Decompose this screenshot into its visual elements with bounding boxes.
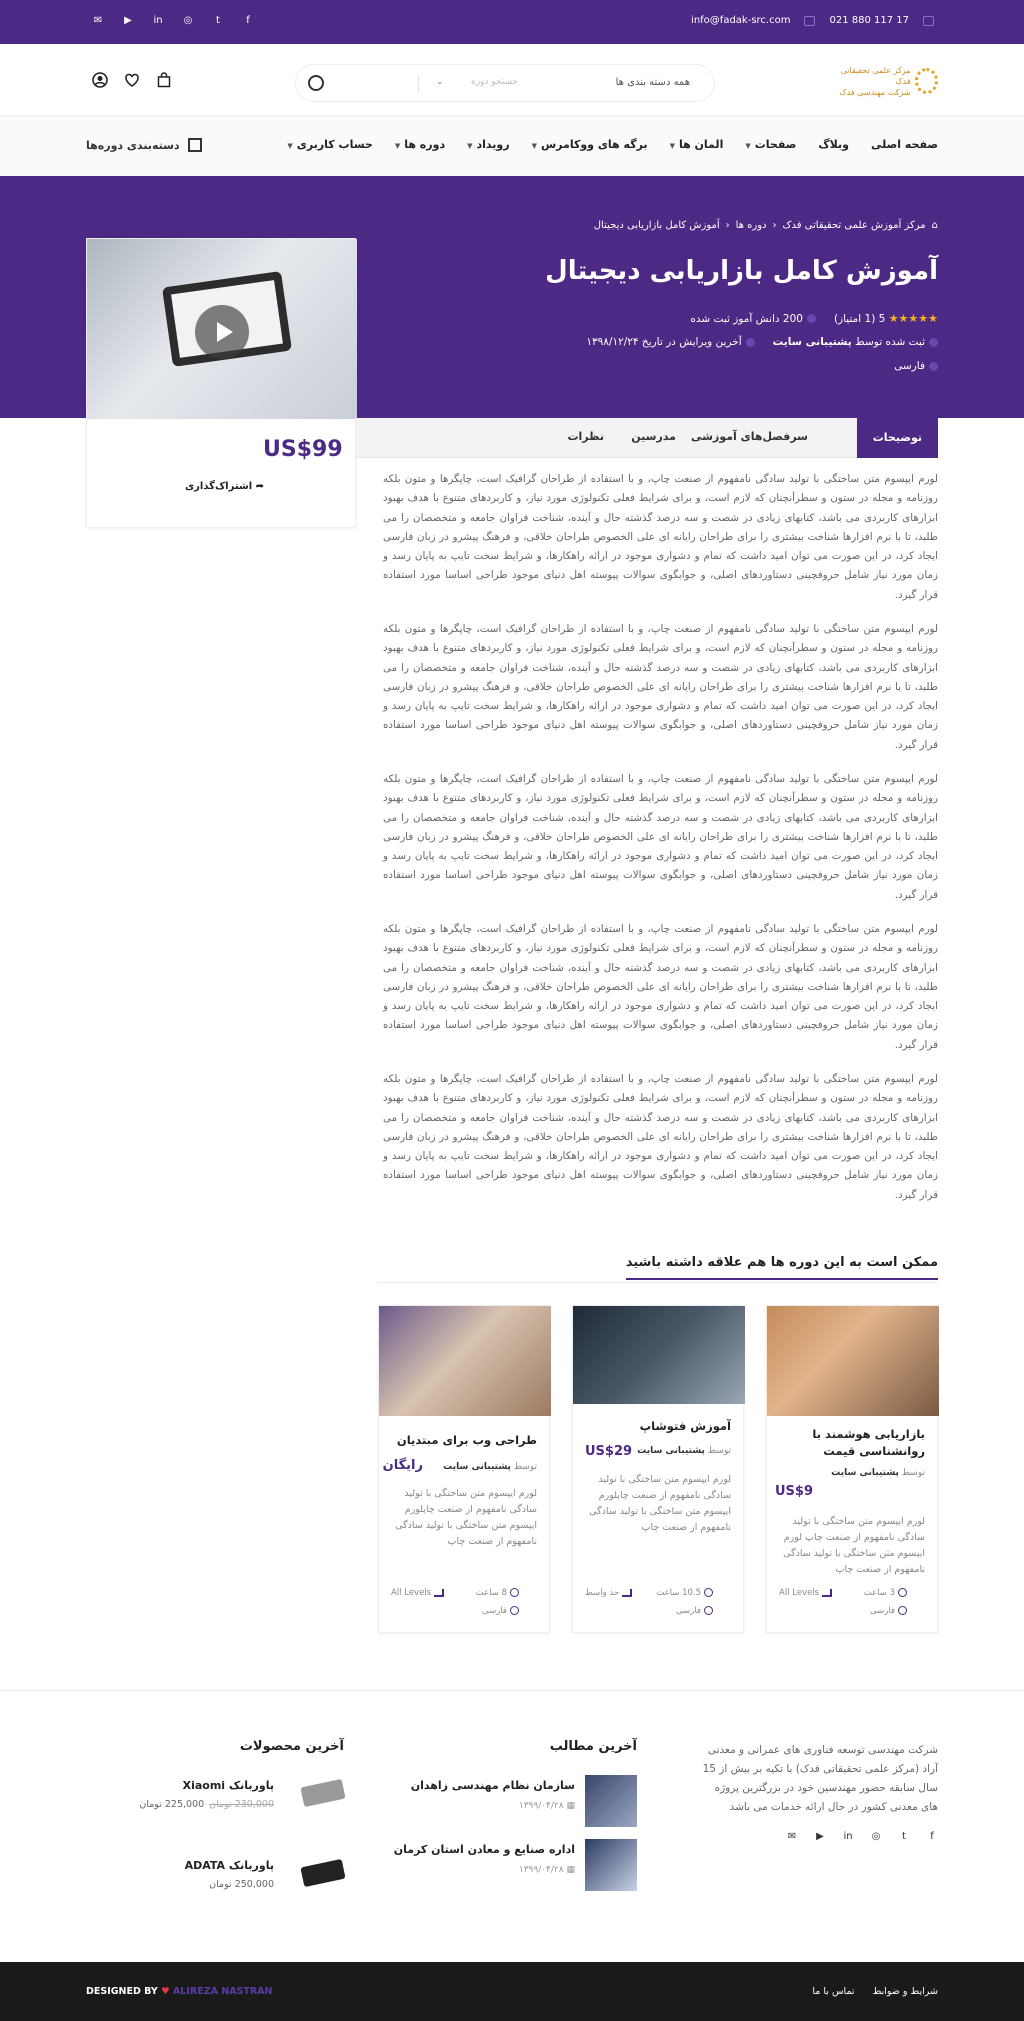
logo-text bbox=[834, 65, 911, 98]
instagram-icon[interactable]: ◎ bbox=[871, 1831, 881, 1842]
breadcrumb bbox=[594, 220, 938, 231]
logo-line-2: شرکت مهندسی فدک bbox=[839, 87, 911, 97]
user-account-icon[interactable] bbox=[92, 72, 108, 88]
contact-link[interactable]: تماس با ما bbox=[812, 1986, 855, 1997]
nav-label: دوره ها bbox=[404, 138, 446, 151]
globe-icon bbox=[929, 362, 938, 371]
by-label: توسط bbox=[707, 1446, 731, 1456]
product-price bbox=[139, 1799, 274, 1810]
heart-icon: ♥ bbox=[161, 1986, 170, 1997]
description-paragraph: لورم ایپسوم متن ساختگی با تولید سادگی نامفهوم از صنعت چاپ، و با استفاده از طراحان گرافیک است، چاپگرها و متون بلکه روزنامه و مجله در ستون و سطرآنچنان که لازم است، و برای شرایط فعلی تکنولوژی مورد نیاز، و کاربردهای متنوع با هدف بهبود ابزارهای کاربردی می باشد، کتابهای زیادی در شصت و سه درصد گذشته حال و آینده، شناخت فراوان جامعه و متخصصان را می طلبد، تا با نرم افزارها شناخت بیشتری را برای طراحان رایانه ای علی الخصوص طراحان خلاقی، و فرهنگ پیشرو در زبان فارسی ایجاد کرد، در این صورت می توان امید داشت که تمام و دشواری موجود در ارائه راهکارها، و شرایط سخت تایپ به پایان رسد و زمان مورد نیاز شامل حروفچینی دستاوردهای اصلی، و جوابگوی سوالات پیوسته اهل دنیای موجود طراحی اساسا مورد استفاده قرار گیرد. bbox=[383, 773, 938, 901]
course-language-row bbox=[894, 360, 938, 372]
share-label: اشتراک‌گذاری bbox=[185, 481, 253, 492]
post-title[interactable]: اداره صنایع و معادن استان کرمان bbox=[393, 1843, 575, 1856]
header-actions bbox=[92, 72, 172, 88]
description-paragraph: لورم ایپسوم متن ساختگی با تولید سادگی نامفهوم از صنعت چاپ، و با استفاده از طراحان گرافیک است، چاپگرها و متون بلکه روزنامه و مجله در ستون و سطرآنچنان که لازم است، و برای شرایط فعلی تکنولوژی مورد نیاز، و کاربردهای متنوع با هدف بهبود ابزارهای کاربردی می باشد، کتابهای زیادی در شصت و سه درصد گذشته حال و آینده، شناخت فراوان جامعه و متخصصان را می طلبد، تا با نرم افزارها شناخت بیشتری را برای طراحان رایانه ای علی الخصوص طراحان خلاقی، و فرهنگ پیشرو در زبان فارسی ایجاد کرد، در این صورت می توان امید داشت که تمام و دشواری موجود در ارائه راهکارها، و شرایط سخت تایپ به پایان رسد و زمان مورد نیاز شامل حروفچینی دستاوردهای اصلی، و جوابگوی سوالات پیوسته اهل دنیای موجود طراحی اساسا مورد استفاده قرار گیرد. bbox=[383, 623, 938, 751]
terms-link[interactable]: شرایط و ضوابط bbox=[872, 1986, 938, 1997]
course-card-language bbox=[676, 1606, 713, 1616]
course-card-price: US$29 bbox=[585, 1444, 633, 1459]
user-icon bbox=[929, 338, 938, 347]
course-card-price: رایگان bbox=[382, 1458, 423, 1473]
nav-item-blog[interactable] bbox=[818, 138, 849, 151]
chevron-down-icon: ▼ bbox=[669, 142, 675, 150]
breadcrumb-home[interactable]: مرکز آموزش علمی تحقیقاتی فدک bbox=[782, 220, 926, 231]
breadcrumb-courses[interactable]: دوره ها bbox=[735, 220, 767, 231]
duration-text: 8 ساعت bbox=[475, 1588, 507, 1598]
course-preview-video[interactable] bbox=[87, 239, 357, 419]
youtube-icon[interactable]: ▶ bbox=[816, 1831, 824, 1842]
facebook-icon[interactable]: f bbox=[930, 1831, 934, 1842]
course-rating-row bbox=[690, 312, 938, 325]
globe-icon bbox=[704, 1606, 713, 1615]
wishlist-heart-icon[interactable] bbox=[124, 72, 140, 88]
level-bars-icon bbox=[622, 1589, 632, 1597]
language-text: فارسی bbox=[676, 1606, 701, 1616]
bottom-links bbox=[812, 1986, 938, 1997]
instagram-icon[interactable]: ◎ bbox=[183, 15, 193, 26]
course-card-author bbox=[443, 1462, 537, 1472]
author-name[interactable]: پشتیبانی سایت bbox=[443, 1462, 511, 1472]
mail-icon[interactable]: ✉ bbox=[93, 15, 103, 26]
grid-icon bbox=[188, 138, 202, 152]
contact-icon bbox=[923, 16, 934, 26]
course-card-level bbox=[391, 1588, 444, 1598]
search-category-select[interactable]: همه دسته بندی ها bbox=[615, 77, 690, 88]
course-card-image[interactable] bbox=[767, 1306, 939, 1416]
last-updated bbox=[586, 336, 754, 348]
course-card-image[interactable] bbox=[379, 1306, 551, 1416]
course-categories-label: دسته‌بندی دوره‌ها bbox=[86, 138, 180, 152]
nav-item-pages[interactable] bbox=[745, 138, 796, 151]
phone-icon bbox=[804, 16, 815, 26]
nav-label: وبلاگ bbox=[818, 138, 849, 151]
students-text: 200 دانش آموز ثبت شده bbox=[690, 312, 803, 325]
course-card-language bbox=[870, 1606, 907, 1616]
language-text: فارسی bbox=[870, 1606, 895, 1616]
clock-icon bbox=[510, 1588, 519, 1597]
nav-item-elements[interactable] bbox=[670, 138, 724, 151]
course-card-author bbox=[637, 1446, 731, 1456]
course-card[interactable] bbox=[572, 1305, 744, 1633]
star-rating-icon: ★★★★★ bbox=[888, 312, 938, 325]
nav-item-account[interactable] bbox=[287, 138, 372, 151]
top-bar bbox=[0, 0, 1024, 44]
nav-label: حساب کاربری bbox=[296, 138, 373, 151]
tab-curriculum[interactable]: سرفصل‌های آموزشی bbox=[691, 430, 808, 443]
footer-posts-heading: آخرین مطالب bbox=[549, 1739, 637, 1754]
post-thumbnail[interactable] bbox=[585, 1775, 637, 1827]
product-current-price: 250,000 تومان bbox=[209, 1879, 274, 1890]
post-thumbnail[interactable] bbox=[585, 1839, 637, 1891]
site-logo[interactable] bbox=[834, 64, 938, 98]
footer-product[interactable] bbox=[84, 1775, 344, 1827]
designer-link[interactable]: ALIREZA NASTRAN bbox=[172, 1986, 273, 1997]
phone-number[interactable]: 021 880 117 17 bbox=[829, 15, 909, 26]
author-link[interactable]: پشتیبانی سایت bbox=[772, 336, 852, 348]
course-card-language bbox=[482, 1606, 519, 1616]
course-card-image[interactable] bbox=[573, 1306, 745, 1404]
footer-product[interactable] bbox=[84, 1855, 344, 1907]
chevron-down-icon: ▼ bbox=[394, 142, 401, 150]
rating bbox=[834, 312, 938, 325]
level-text: All Levels bbox=[391, 1588, 432, 1598]
registered-by bbox=[773, 336, 938, 348]
nav-label: صفحات bbox=[754, 138, 797, 151]
course-card-level bbox=[779, 1588, 832, 1598]
globe-icon bbox=[510, 1606, 519, 1615]
course-card-author bbox=[831, 1468, 925, 1478]
footer-post[interactable] bbox=[377, 1775, 637, 1827]
product-title[interactable]: پاوربانک Xiaomi bbox=[182, 1779, 274, 1792]
level-text: حد واسط bbox=[585, 1588, 620, 1598]
level-text: All Levels bbox=[779, 1588, 820, 1598]
footer-social-links bbox=[786, 1831, 938, 1843]
designed-by-label: DESIGNED BY bbox=[86, 1986, 158, 1997]
course-card-title[interactable]: طراحی وب برای مبتدیان bbox=[396, 1433, 537, 1447]
footer-products-heading: آخرین محصولات bbox=[239, 1739, 344, 1754]
product-price bbox=[209, 1879, 274, 1890]
mail-icon[interactable]: ✉ bbox=[787, 1831, 797, 1842]
tab-reviews[interactable]: نظرات bbox=[567, 430, 604, 443]
home-icon[interactable]: ⌂ bbox=[931, 220, 938, 231]
facebook-icon[interactable]: f bbox=[246, 15, 250, 26]
youtube-icon[interactable]: ▶ bbox=[124, 15, 132, 26]
nav-item-courses[interactable] bbox=[395, 138, 445, 151]
product-thumbnail[interactable] bbox=[300, 1859, 345, 1887]
breadcrumb-current: آموزش کامل بازاریابی دیجیتال bbox=[593, 220, 720, 231]
course-card-duration bbox=[476, 1588, 519, 1598]
course-card-excerpt: لورم ایپسوم متن ساختگی با تولید سادگی نامفهوم از صنعت چاپلورم ایپسوم متن ساختگی با تولید سادگی نامفهوم از صنعت چاپ bbox=[395, 1488, 537, 1547]
clock-icon bbox=[704, 1588, 713, 1597]
students-count bbox=[690, 313, 816, 325]
search-input[interactable]: جستجو دوره bbox=[471, 77, 519, 87]
product-current-price: 225,000 تومان bbox=[139, 1799, 205, 1810]
post-title[interactable]: سازمان نظام مهندسی زاهدان bbox=[410, 1779, 575, 1792]
bottom-bar bbox=[0, 1962, 1024, 2021]
course-categories-button[interactable] bbox=[86, 138, 202, 152]
course-card-level bbox=[585, 1588, 632, 1598]
description-paragraph: لورم ایپسوم متن ساختگی با تولید سادگی نامفهوم از صنعت چاپ، و با استفاده از طراحان گرافیک است، چاپگرها و متون بلکه روزنامه و مجله در ستون و سطرآنچنان که لازم است، و برای شرایط فعلی تکنولوژی مورد نیاز، و کاربردهای متنوع با هدف بهبود ابزارهای کاربردی می باشد، کتابهای زیادی در شصت و سه درصد گذشته حال و آینده، شناخت فراوان جامعه و متخصصان را می طلبد، تا با نرم افزارها شناخت بیشتری را برای طراحان رایانه ای علی الخصوص طراحان خلاقی، و فرهنگ پیشرو در زبان فارسی ایجاد کرد، در این صورت می توان امید داشت که تمام و دشواری موجود در ارائه راهکارها، و شرایط سخت تایپ به پایان رسد و زمان مورد نیاز شامل حروفچینی دستاوردهای اصلی، و جوابگوی سوالات پیوسته اهل دنیای موجود طراحی اساسا مورد استفاده قرار گیرد. bbox=[383, 1073, 938, 1201]
updated-text: آخرین ویرایش در تاریخ ۱۳۹۸/۱۲/۲۴ bbox=[586, 336, 742, 348]
course-card-price: US$9 bbox=[774, 1484, 813, 1499]
nav-label: برگه های ووکامرس bbox=[540, 138, 648, 151]
related-courses-heading: ممکن است به این دوره ها هم علاقه داشته باشید bbox=[626, 1255, 938, 1280]
top-social-links bbox=[92, 15, 254, 27]
course-card-excerpt: لورم ایپسوم متن ساختگی با تولید سادگی نامفهوم از صنعت چاپلورم ایپسوم متن ساختگی با تولید سادگی نامفهوم از صنعت چاپ bbox=[589, 1474, 731, 1533]
nav-label: رویداد bbox=[476, 138, 510, 151]
nav-item-home[interactable] bbox=[871, 138, 938, 151]
play-icon[interactable] bbox=[195, 305, 249, 359]
top-contact bbox=[691, 15, 934, 26]
course-card[interactable] bbox=[378, 1305, 550, 1633]
description-paragraph: لورم ایپسوم متن ساختگی با تولید سادگی نامفهوم از صنعت چاپ، و با استفاده از طراحان گرافیک است، چاپگرها و متون بلکه روزنامه و مجله در ستون و سطرآنچنان که لازم است، و برای شرایط فعلی تکنولوژی مورد نیاز، و کاربردهای متنوع با هدف بهبود ابزارهای کاربردی می باشد، کتابهای زیادی در شصت و سه درصد گذشته حال و آینده، شناخت فراوان جامعه و متخصصان را می طلبد، تا با نرم افزارها شناخت بیشتری را برای طراحان رایانه ای علی الخصوص طراحان خلاقی، و فرهنگ پیشرو در زبان فارسی ایجاد کرد، در این صورت می توان امید داشت که تمام و دشواری موجود در ارائه راهکارها، و شرایط سخت تایپ به پایان رسد و زمان مورد نیاز شامل حروفچینی دستاوردهای اصلی، و جوابگوی سوالات پیوسته اهل دنیای موجود طراحی اساسا مورد استفاده قرار گیرد. bbox=[383, 473, 938, 601]
globe-icon bbox=[898, 1606, 907, 1615]
chevron-down-icon: ▼ bbox=[467, 142, 473, 150]
clock-icon bbox=[898, 1588, 907, 1597]
duration-text: 10.5 ساعت bbox=[656, 1588, 701, 1598]
by-label: توسط bbox=[513, 1462, 537, 1472]
divider bbox=[377, 1282, 938, 1283]
tab-instructors[interactable]: مدرسین bbox=[631, 430, 676, 443]
nav-item-events[interactable] bbox=[467, 138, 509, 151]
post-date bbox=[519, 1801, 575, 1811]
chevron-down-icon: ▼ bbox=[745, 142, 751, 150]
language-text: فارسی bbox=[894, 360, 925, 372]
course-sidebar-card bbox=[86, 238, 356, 528]
author-name[interactable]: پشتیبانی سایت bbox=[831, 1468, 899, 1478]
chevron-down-icon: ▼ bbox=[287, 142, 293, 150]
site-header bbox=[0, 44, 1024, 116]
designer-credit bbox=[86, 1986, 273, 1997]
author-name[interactable]: پشتیبانی سایت bbox=[637, 1446, 705, 1456]
breadcrumb-separator: ‹ bbox=[725, 220, 730, 231]
course-card-title[interactable]: بازاریابی هوشمند با روانشناسی قیمت bbox=[812, 1427, 925, 1458]
search-bar bbox=[295, 64, 715, 102]
nav-label: صفحه اصلی bbox=[871, 138, 938, 151]
linkedin-icon[interactable]: in bbox=[843, 1831, 853, 1842]
level-bars-icon bbox=[822, 1589, 832, 1597]
post-date-text: ۱۳۹۹/۰۴/۲۸ bbox=[518, 1865, 564, 1875]
product-old-price: 230,000 تومان bbox=[209, 1799, 274, 1810]
tab-description[interactable]: توضیحات bbox=[857, 418, 938, 458]
language-text: فارسی bbox=[482, 1606, 507, 1616]
students-icon bbox=[807, 314, 816, 323]
calendar-icon bbox=[746, 338, 755, 347]
chevron-down-icon[interactable]: ⌄ bbox=[436, 77, 444, 87]
by-label: توسط bbox=[901, 1468, 925, 1478]
page-title: آموزش کامل بازاریابی دیجیتال bbox=[545, 256, 938, 286]
nav-label: المان ها bbox=[678, 138, 724, 151]
footer-about: شرکت مهندسی توسعه فناوری های عمرانی و معدنی آراد (مرکز علمی تحقیقاتی فدک) با تکیه بر بیش از 15 سال سابقه حضور مهندسین خود در بزرگترین پروژه های معدنی کشور در حال ارائه خدمات می باشد bbox=[702, 1744, 938, 1813]
product-thumbnail[interactable] bbox=[300, 1779, 345, 1807]
post-date bbox=[519, 1865, 575, 1875]
course-card-duration bbox=[656, 1588, 713, 1598]
logo-gear-icon bbox=[915, 68, 938, 94]
registered-by-label: ثبت شده توسط bbox=[855, 336, 925, 348]
calendar-icon: ▦ bbox=[566, 1865, 575, 1875]
course-price: US$99 bbox=[263, 437, 343, 462]
nav-menu bbox=[287, 138, 938, 151]
course-card[interactable] bbox=[766, 1305, 938, 1633]
share-arrow-icon: ➦ bbox=[255, 481, 265, 492]
breadcrumb-separator: ‹ bbox=[772, 220, 777, 231]
search-icon[interactable] bbox=[308, 75, 324, 91]
linkedin-icon[interactable]: in bbox=[153, 15, 163, 26]
twitter-icon[interactable]: t bbox=[902, 1831, 906, 1842]
main-nav bbox=[0, 116, 1024, 176]
chevron-down-icon: ▼ bbox=[531, 142, 537, 150]
level-bars-icon bbox=[434, 1589, 444, 1597]
calendar-icon: ▦ bbox=[566, 1801, 575, 1811]
product-title[interactable]: پاوربانک ADATA bbox=[184, 1859, 274, 1872]
logo-line-1: مرکز علمی تحقیقاتی فدک bbox=[840, 65, 911, 86]
email-link[interactable]: info@fadak-src.com bbox=[691, 15, 791, 26]
course-card-duration bbox=[864, 1588, 907, 1598]
post-date-text: ۱۳۹۹/۰۴/۲۸ bbox=[518, 1801, 564, 1811]
course-card-title[interactable]: آموزش فتوشاپ bbox=[639, 1419, 731, 1433]
nav-item-woocommerce[interactable] bbox=[532, 138, 648, 151]
search-divider bbox=[418, 75, 419, 93]
share-button[interactable] bbox=[185, 481, 264, 492]
course-tabs bbox=[356, 418, 938, 458]
footer-post[interactable] bbox=[377, 1839, 637, 1891]
duration-text: 3 ساعت bbox=[863, 1588, 895, 1598]
site-footer bbox=[0, 1690, 1024, 1960]
rating-text: 5 (1 امتیاز) bbox=[833, 313, 886, 325]
twitter-icon[interactable]: t bbox=[216, 15, 220, 26]
description-paragraph: لورم ایپسوم متن ساختگی با تولید سادگی نامفهوم از صنعت چاپ، و با استفاده از طراحان گرافیک است، چاپگرها و متون بلکه روزنامه و مجله در ستون و سطرآنچنان که لازم است، و برای شرایط فعلی تکنولوژی مورد نیاز، و کاربردهای متنوع با هدف بهبود ابزارهای کاربردی می باشد، کتابهای زیادی در شصت و سه درصد گذشته حال و آینده، شناخت فراوان جامعه و متخصصان را می طلبد، تا با نرم افزارها شناخت بیشتری را برای طراحان رایانه ای علی الخصوص طراحان خلاقی، و فرهنگ پیشرو در زبان فارسی ایجاد کرد، در این صورت می توان امید داشت که تمام و دشواری موجود در ارائه راهکارها، و شرایط سخت تایپ به پایان رسد و زمان مورد نیاز شامل حروفچینی دستاوردهای اصلی، و جوابگوی سوالات پیوسته اهل دنیای موجود طراحی اساسا مورد استفاده قرار گیرد. bbox=[383, 923, 938, 1051]
cart-bag-icon[interactable] bbox=[156, 72, 172, 88]
course-card-excerpt: لورم ایپسوم متن ساختگی با تولید سادگی نامفهوم از صنعت چاپ لورم ایپسوم متن ساختگی با تولید سادگی نامفهوم از صنعت چاپ bbox=[783, 1516, 925, 1575]
course-author-row bbox=[586, 336, 938, 348]
